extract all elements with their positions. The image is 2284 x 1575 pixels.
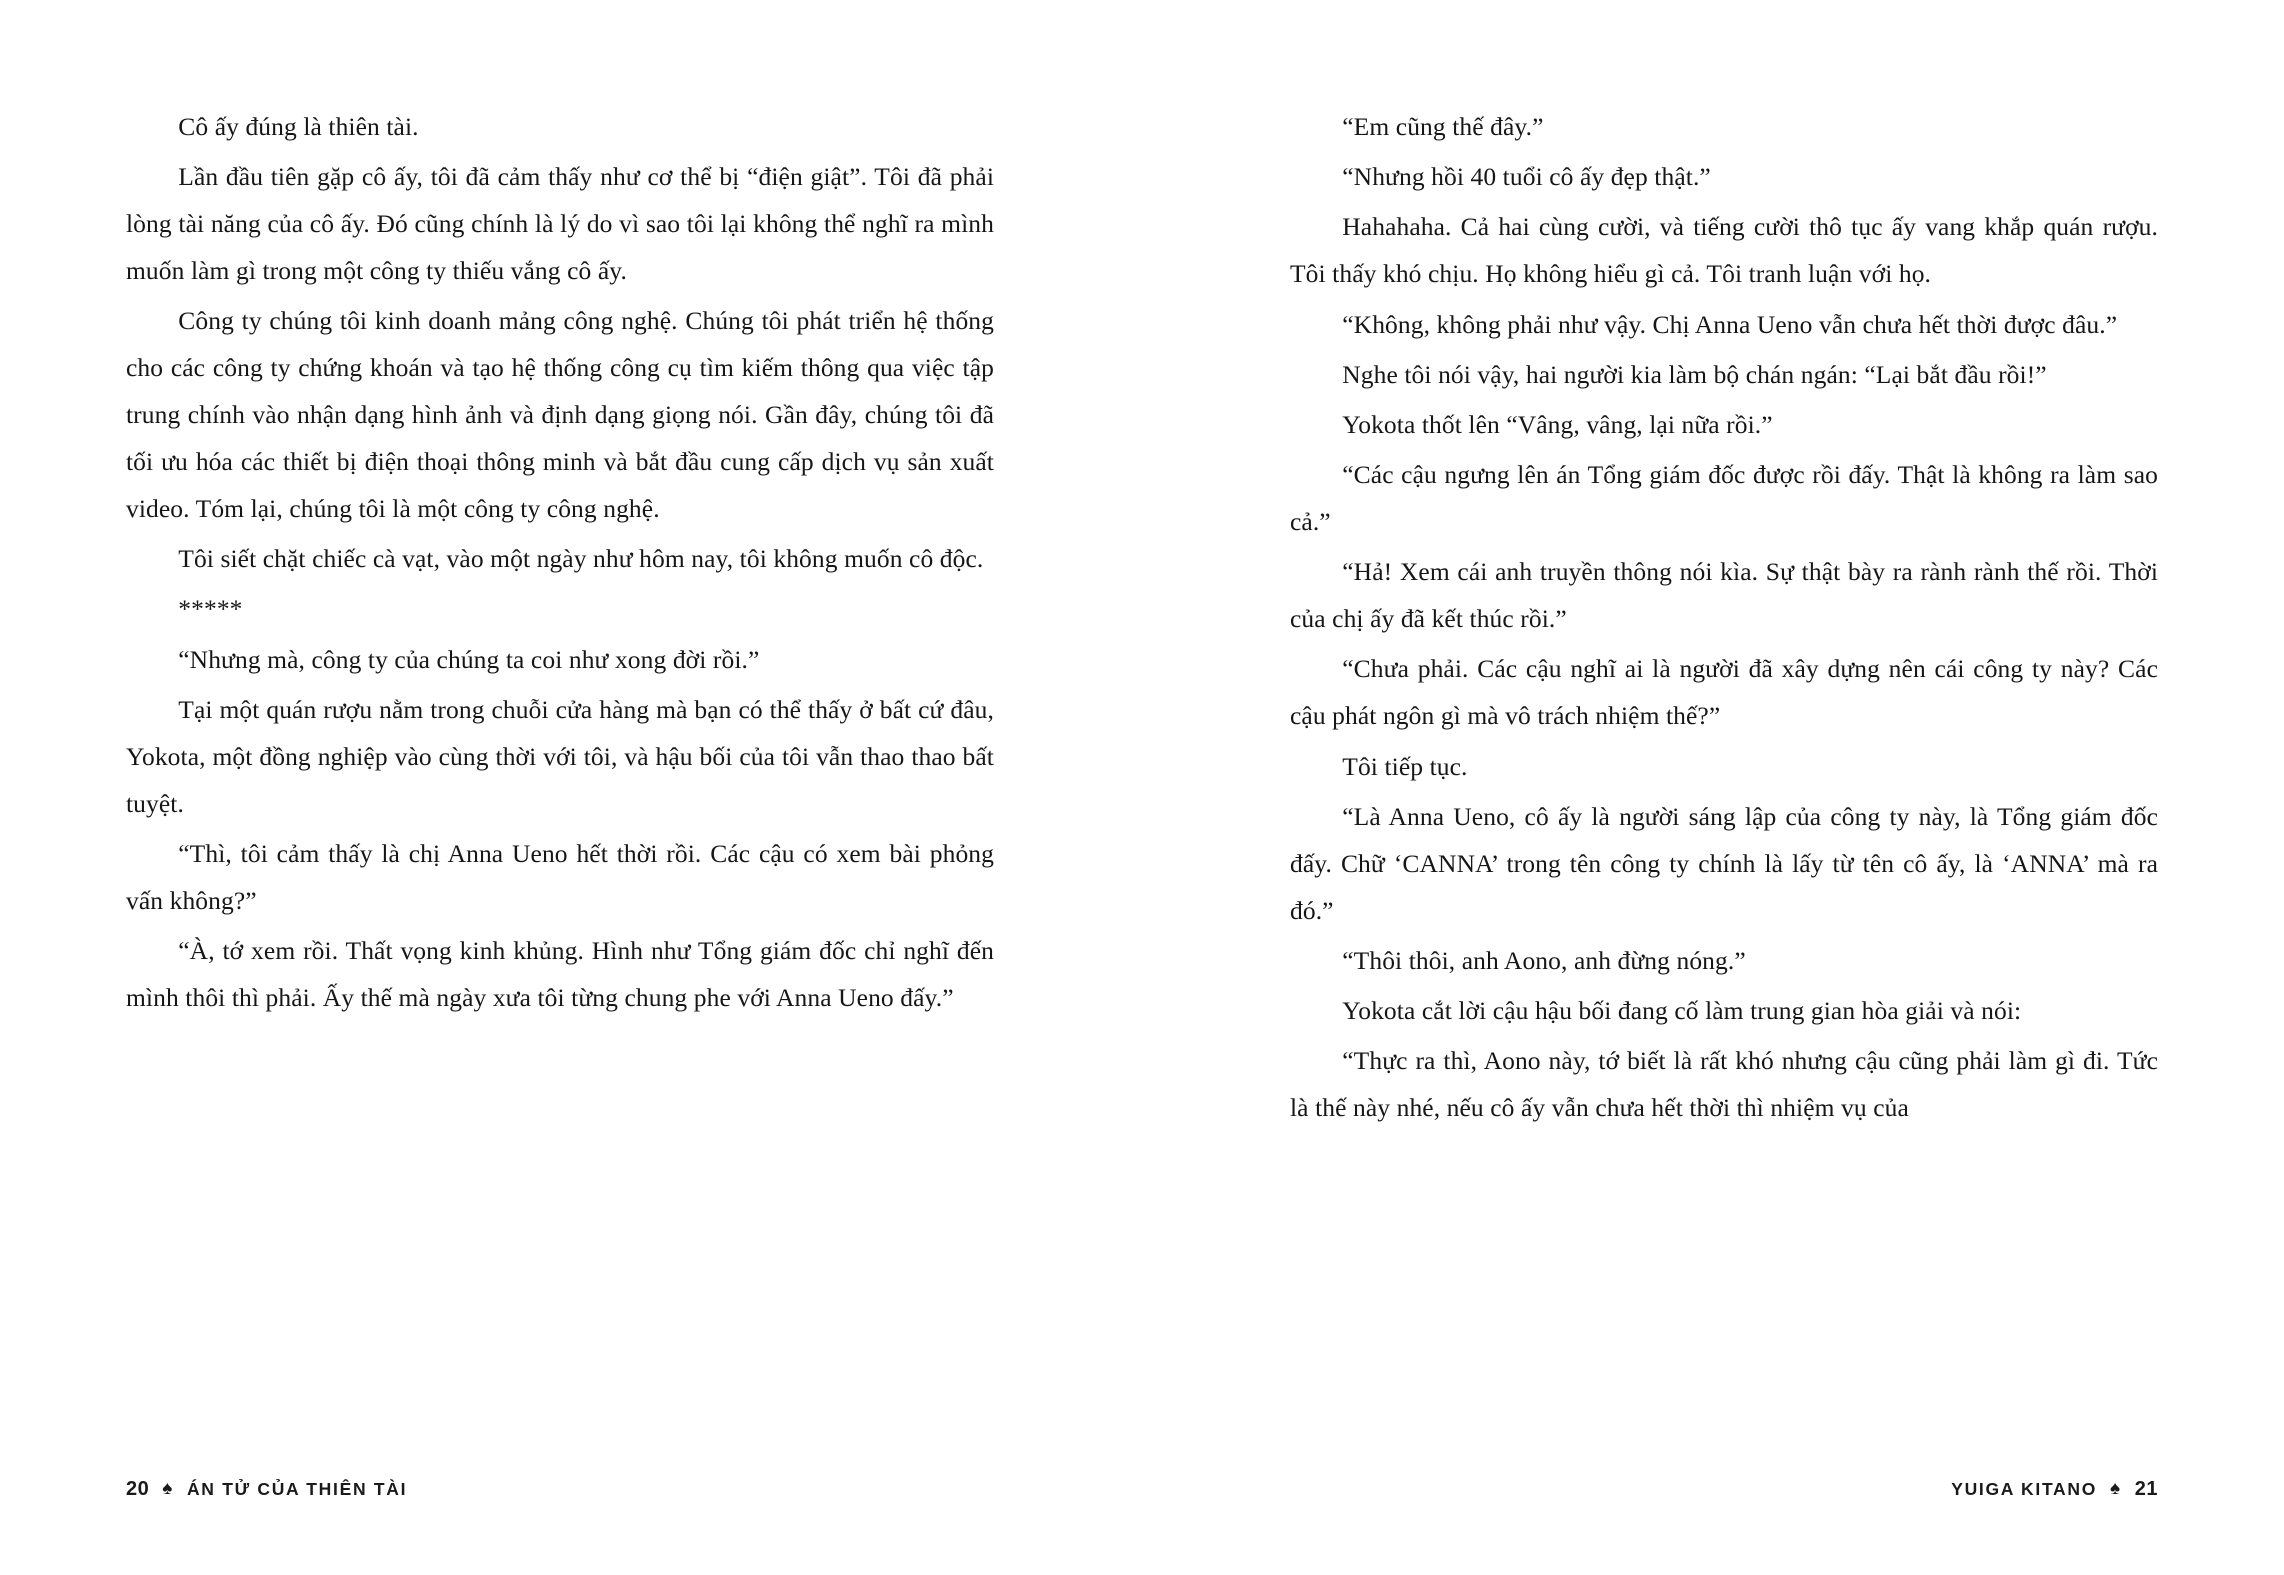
paragraph: “Thôi thôi, anh Aono, anh đừng nóng.” [1342, 945, 1746, 975]
right-page [1142, 0, 2284, 1575]
paragraph: “Không, không phải như vậy. Chị Anna Ueno vẫn chưa hết thời được đâu.” [1342, 309, 2118, 339]
paragraph: Tôi siết chặt chiếc cà vạt, vào một ngày như hôm nay, tôi không muốn cô độc. [178, 544, 984, 574]
page-number: 20 [126, 1478, 150, 1500]
paragraph: Tôi tiếp tục. [1342, 751, 1468, 781]
paragraph: “Em cũng thế đây.” [1342, 112, 1544, 141]
paragraph: “Thực ra thì, Aono này, tớ biết là rất khó nhưng cậu cũng phải làm gì đi. Tức là thế này nhé, nếu cô ấy vẫn chưa hết thời thì nhiệm vụ của [1290, 1046, 2158, 1123]
paragraph: “Các cậu ngưng lên án Tổng giám đốc được rồi đấy. Thật là không ra làm sao cả.” [1290, 460, 2158, 537]
paragraph: “Nhưng hồi 40 tuổi cô ấy đẹp thật.” [1342, 162, 1711, 192]
spade-icon: ♠ [162, 1478, 174, 1499]
paragraph: Nghe tôi nói vậy, hai người kia làm bộ chán ngán: “Lại bắt đầu rồi!” [1342, 359, 2047, 389]
book-title-running-head: ÁN TỬ CỦA THIÊN TÀI [186, 1479, 408, 1499]
scene-break: ***** [178, 594, 243, 624]
paragraph: Yokota thốt lên “Vâng, vâng, lại nữa rồi.” [1342, 410, 1773, 439]
paragraph: “Là Anna Ueno, cô ấy là người sáng lập của công ty này, là Tổng giám đốc đấy. Chữ ‘CANNA’ trong tên công ty chính là lấy từ tên cô ấy, là ‘ANNA’ mà ra đó.” [1290, 801, 2158, 925]
right-page-footer [1951, 1478, 2158, 1501]
spade-icon: ♠ [2110, 1478, 2122, 1499]
paragraph: “Nhưng mà, công ty của chúng ta coi như xong đời rồi.” [178, 644, 760, 674]
left-page-body [126, 104, 994, 1022]
paragraph: Hahahaha. Cả hai cùng cười, và tiếng cười thô tục ấy vang khắp quán rượu. Tôi thấy khó chịu. Họ không hiểu gì cả. Tôi tranh luận với họ. [1290, 212, 2158, 289]
paragraph: “Chưa phải. Các cậu nghĩ ai là người đã xây dựng nên cái công ty này? Các cậu phát ngôn gì mà vô trách nhiệm thế?” [1290, 654, 2158, 731]
paragraph: Công ty chúng tôi kinh doanh mảng công nghệ. Chúng tôi phát triển hệ thống cho các công ty chứng khoán và tạo hệ thống công cụ tìm kiếm thông qua việc tập trung chính vào nhận dạng hình ảnh và định dạng giọng nói. Gần đây, chúng tôi đã tối ưu hóa các thiết bị điện thoại thông minh và bắt đầu cung cấp dịch vụ sản xuất video. Tóm lại, chúng tôi là một công ty công nghệ. [126, 306, 994, 523]
paragraph: “Thì, tôi cảm thấy là chị Anna Ueno hết thời rồi. Các cậu có xem bài phỏng vấn không?” [126, 838, 994, 915]
paragraph: Cô ấy đúng là thiên tài. [178, 112, 419, 141]
page-number: 21 [2134, 1478, 2158, 1500]
paragraph: Lần đầu tiên gặp cô ấy, tôi đã cảm thấy như cơ thể bị “điện giật”. Tôi đã phải lòng tài năng của cô ấy. Đó cũng chính là lý do vì sao tôi lại không thể nghĩ ra mình muốn làm gì trong một công ty thiếu vắng cô ấy. [126, 162, 994, 286]
paragraph: Tại một quán rượu nằm trong chuỗi cửa hàng mà bạn có thể thấy ở bất cứ đâu, Yokota, một đồng nghiệp vào cùng thời với tôi, và hậu bối của tôi vẫn thao thao bất tuyệt. [126, 694, 994, 818]
right-page-body [1290, 104, 2158, 1132]
paragraph: “À, tớ xem rồi. Thất vọng kinh khủng. Hình như Tổng giám đốc chỉ nghĩ đến mình thôi thì phải. Ấy thế mà ngày xưa tôi từng chung phe với Anna Ueno đấy.” [126, 935, 994, 1012]
paragraph: “Hả! Xem cái anh truyền thông nói kìa. Sự thật bày ra rành rành thế rồi. Thời của chị ấy đã kết thúc rồi.” [1290, 557, 2158, 634]
left-page-footer [126, 1478, 407, 1501]
paragraph: Yokota cắt lời cậu hậu bối đang cố làm trung gian hòa giải và nói: [1342, 996, 2022, 1026]
author-running-head: YUIGA KITANO [1951, 1479, 2098, 1499]
